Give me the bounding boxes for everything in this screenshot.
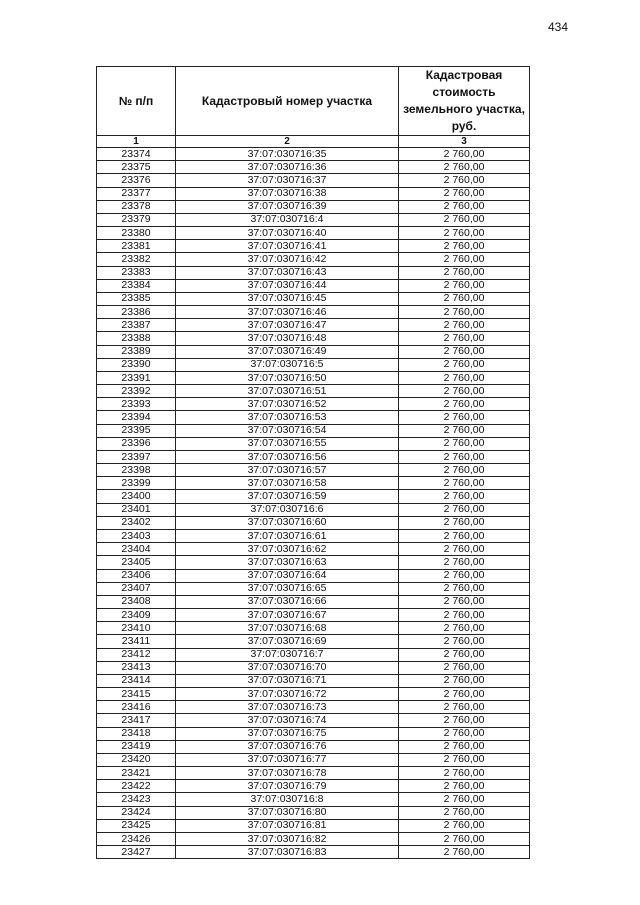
cadastral-value-cell: 2 760,00: [399, 516, 530, 529]
cadastral-number-cell: 37:07:030716:59: [176, 490, 399, 503]
row-number-cell: 23377: [97, 187, 176, 200]
row-number-cell: 23406: [97, 569, 176, 582]
table-row: [97, 727, 530, 740]
cadastral-number-cell: 37:07:030716:54: [176, 424, 399, 437]
cadastral-value-cell: 2 760,00: [399, 569, 530, 582]
row-number-cell: 23390: [97, 358, 176, 371]
cadastral-value-cell: 2 760,00: [399, 240, 530, 253]
row-number-cell: 23421: [97, 767, 176, 780]
row-number-cell: 23404: [97, 543, 176, 556]
cadastral-number-cell: 37:07:030716:64: [176, 569, 399, 582]
table-row: [97, 398, 530, 411]
table-row: [97, 674, 530, 687]
cadastral-number-cell: 37:07:030716:63: [176, 556, 399, 569]
cadastral-number-cell: 37:07:030716:43: [176, 266, 399, 279]
cadastral-value-cell: 2 760,00: [399, 411, 530, 424]
cadastral-value-cell: 2 760,00: [399, 806, 530, 819]
table-row: [97, 345, 530, 358]
cadastral-value-cell: 2 760,00: [399, 635, 530, 648]
cadastral-number-cell: 37:07:030716:56: [176, 450, 399, 463]
cadastral-number-cell: 37:07:030716:39: [176, 200, 399, 213]
row-number-cell: 23424: [97, 806, 176, 819]
header-cadastral-value: Кадастровая стоимость земельного участка, руб.: [399, 67, 530, 136]
row-number-cell: 23414: [97, 674, 176, 687]
table-row: [97, 635, 530, 648]
table-row: [97, 411, 530, 424]
cadastral-number-cell: 37:07:030716:53: [176, 411, 399, 424]
cadastral-number-cell: 37:07:030716:50: [176, 371, 399, 384]
cadastral-value-cell: 2 760,00: [399, 174, 530, 187]
cadastral-number-cell: 37:07:030716:66: [176, 595, 399, 608]
cadastral-value-cell: 2 760,00: [399, 819, 530, 832]
cadastral-value-cell: 2 760,00: [399, 661, 530, 674]
cadastre-table: [96, 66, 530, 859]
cadastral-value-cell: 2 760,00: [399, 543, 530, 556]
cadastral-number-cell: 37:07:030716:81: [176, 819, 399, 832]
table-row: [97, 279, 530, 292]
row-number-cell: 23401: [97, 503, 176, 516]
row-number-cell: 23376: [97, 174, 176, 187]
cadastral-value-cell: 2 760,00: [399, 674, 530, 687]
cadastral-value-cell: 2 760,00: [399, 437, 530, 450]
row-number-cell: 23416: [97, 701, 176, 714]
cadastral-value-cell: 2 760,00: [399, 200, 530, 213]
cadastral-number-cell: 37:07:030716:69: [176, 635, 399, 648]
table-row: [97, 477, 530, 490]
table-row: [97, 609, 530, 622]
cadastral-value-cell: 2 760,00: [399, 556, 530, 569]
row-number-cell: 23391: [97, 371, 176, 384]
cadastral-number-cell: 37:07:030716:52: [176, 398, 399, 411]
table-row: [97, 187, 530, 200]
cadastral-number-cell: 37:07:030716:40: [176, 227, 399, 240]
row-number-cell: 23412: [97, 648, 176, 661]
cadastral-number-cell: 37:07:030716:60: [176, 516, 399, 529]
table-row: [97, 292, 530, 305]
row-number-cell: 23418: [97, 727, 176, 740]
column-number: 3: [399, 136, 530, 148]
cadastral-value-cell: 2 760,00: [399, 727, 530, 740]
cadastral-number-cell: 37:07:030716:44: [176, 279, 399, 292]
row-number-cell: 23394: [97, 411, 176, 424]
cadastral-number-cell: 37:07:030716:72: [176, 688, 399, 701]
row-number-cell: 23423: [97, 793, 176, 806]
table-row: [97, 253, 530, 266]
column-number-row: [97, 136, 530, 148]
cadastral-value-cell: 2 760,00: [399, 358, 530, 371]
cadastral-number-cell: 37:07:030716:6: [176, 503, 399, 516]
row-number-cell: 23386: [97, 306, 176, 319]
row-number-cell: 23400: [97, 490, 176, 503]
table-row: [97, 543, 530, 556]
cadastral-number-cell: 37:07:030716:71: [176, 674, 399, 687]
cadastral-value-cell: 2 760,00: [399, 292, 530, 305]
table-row: [97, 227, 530, 240]
table-row: [97, 846, 530, 859]
table-row: [97, 437, 530, 450]
cadastral-value-cell: 2 760,00: [399, 279, 530, 292]
cadastral-number-cell: 37:07:030716:4: [176, 213, 399, 226]
cadastral-number-cell: 37:07:030716:41: [176, 240, 399, 253]
cadastral-value-cell: 2 760,00: [399, 832, 530, 845]
table-row: [97, 490, 530, 503]
table-row: [97, 780, 530, 793]
cadastral-value-cell: 2 760,00: [399, 450, 530, 463]
cadastral-value-cell: 2 760,00: [399, 688, 530, 701]
row-number-cell: 23398: [97, 464, 176, 477]
cadastral-number-cell: 37:07:030716:74: [176, 714, 399, 727]
row-number-cell: 23426: [97, 832, 176, 845]
cadastral-number-cell: 37:07:030716:46: [176, 306, 399, 319]
row-number-cell: 23395: [97, 424, 176, 437]
table-row: [97, 819, 530, 832]
row-number-cell: 23410: [97, 622, 176, 635]
column-number: 2: [176, 136, 399, 148]
table-row: [97, 740, 530, 753]
cadastral-value-cell: 2 760,00: [399, 753, 530, 766]
cadastral-number-cell: 37:07:030716:57: [176, 464, 399, 477]
table-row: [97, 661, 530, 674]
cadastral-value-cell: 2 760,00: [399, 424, 530, 437]
cadastral-number-cell: 37:07:030716:61: [176, 529, 399, 542]
table-row: [97, 806, 530, 819]
table-row: [97, 516, 530, 529]
cadastral-value-cell: 2 760,00: [399, 148, 530, 161]
row-number-cell: 23417: [97, 714, 176, 727]
cadastral-value-cell: 2 760,00: [399, 846, 530, 859]
table-row: [97, 148, 530, 161]
table-row: [97, 161, 530, 174]
row-number-cell: 23399: [97, 477, 176, 490]
cadastral-value-cell: 2 760,00: [399, 582, 530, 595]
cadastral-value-cell: 2 760,00: [399, 780, 530, 793]
cadastral-number-cell: 37:07:030716:36: [176, 161, 399, 174]
row-number-cell: 23419: [97, 740, 176, 753]
row-number-cell: 23389: [97, 345, 176, 358]
row-number-cell: 23388: [97, 332, 176, 345]
row-number-cell: 23382: [97, 253, 176, 266]
cadastral-value-cell: 2 760,00: [399, 385, 530, 398]
row-number-cell: 23420: [97, 753, 176, 766]
cadastral-value-cell: 2 760,00: [399, 477, 530, 490]
cadastral-number-cell: 37:07:030716:47: [176, 319, 399, 332]
cadastral-value-cell: 2 760,00: [399, 622, 530, 635]
row-number-cell: 23379: [97, 213, 176, 226]
row-number-cell: 23380: [97, 227, 176, 240]
table-row: [97, 240, 530, 253]
cadastral-number-cell: 37:07:030716:80: [176, 806, 399, 819]
row-number-cell: 23408: [97, 595, 176, 608]
cadastral-value-cell: 2 760,00: [399, 464, 530, 477]
header-row: [97, 67, 530, 136]
table-row: [97, 213, 530, 226]
table-row: [97, 767, 530, 780]
cadastral-number-cell: 37:07:030716:7: [176, 648, 399, 661]
row-number-cell: 23405: [97, 556, 176, 569]
cadastral-number-cell: 37:07:030716:75: [176, 727, 399, 740]
table-row: [97, 753, 530, 766]
cadastral-value-cell: 2 760,00: [399, 306, 530, 319]
row-number-cell: 23383: [97, 266, 176, 279]
cadastral-number-cell: 37:07:030716:48: [176, 332, 399, 345]
table-row: [97, 503, 530, 516]
cadastral-number-cell: 37:07:030716:77: [176, 753, 399, 766]
cadastral-value-cell: 2 760,00: [399, 490, 530, 503]
cadastral-value-cell: 2 760,00: [399, 319, 530, 332]
table-row: [97, 306, 530, 319]
cadastral-number-cell: 37:07:030716:76: [176, 740, 399, 753]
table-row: [97, 529, 530, 542]
cadastral-value-cell: 2 760,00: [399, 371, 530, 384]
cadastral-number-cell: 37:07:030716:68: [176, 622, 399, 635]
table-row: [97, 622, 530, 635]
cadastral-number-cell: 37:07:030716:37: [176, 174, 399, 187]
table-row: [97, 319, 530, 332]
table-row: [97, 595, 530, 608]
cadastral-value-cell: 2 760,00: [399, 161, 530, 174]
cadastral-number-cell: 37:07:030716:49: [176, 345, 399, 358]
cadastral-value-cell: 2 760,00: [399, 767, 530, 780]
cadastral-value-cell: 2 760,00: [399, 345, 530, 358]
cadastral-number-cell: 37:07:030716:35: [176, 148, 399, 161]
row-number-cell: 23422: [97, 780, 176, 793]
table-row: [97, 714, 530, 727]
cadastral-value-cell: 2 760,00: [399, 793, 530, 806]
row-number-cell: 23375: [97, 161, 176, 174]
cadastral-number-cell: 37:07:030716:73: [176, 701, 399, 714]
table-row: [97, 266, 530, 279]
cadastral-number-cell: 37:07:030716:83: [176, 846, 399, 859]
cadastral-value-cell: 2 760,00: [399, 701, 530, 714]
table-row: [97, 832, 530, 845]
row-number-cell: 23396: [97, 437, 176, 450]
row-number-cell: 23402: [97, 516, 176, 529]
cadastral-number-cell: 37:07:030716:70: [176, 661, 399, 674]
cadastral-number-cell: 37:07:030716:82: [176, 832, 399, 845]
table-row: [97, 464, 530, 477]
cadastral-value-cell: 2 760,00: [399, 253, 530, 266]
row-number-cell: 23385: [97, 292, 176, 305]
table-row: [97, 450, 530, 463]
cadastral-number-cell: 37:07:030716:58: [176, 477, 399, 490]
row-number-cell: 23411: [97, 635, 176, 648]
table-row: [97, 688, 530, 701]
table-row: [97, 569, 530, 582]
row-number-cell: 23415: [97, 688, 176, 701]
cadastral-value-cell: 2 760,00: [399, 266, 530, 279]
cadastral-number-cell: 37:07:030716:79: [176, 780, 399, 793]
cadastral-value-cell: 2 760,00: [399, 609, 530, 622]
row-number-cell: 23427: [97, 846, 176, 859]
cadastral-number-cell: 37:07:030716:65: [176, 582, 399, 595]
row-number-cell: 23425: [97, 819, 176, 832]
cadastral-value-cell: 2 760,00: [399, 740, 530, 753]
row-number-cell: 23387: [97, 319, 176, 332]
table-row: [97, 582, 530, 595]
table-row: [97, 701, 530, 714]
table-row: [97, 174, 530, 187]
row-number-cell: 23384: [97, 279, 176, 292]
cadastral-number-cell: 37:07:030716:78: [176, 767, 399, 780]
header-cadastral-number: Кадастровый номер участка: [176, 67, 399, 136]
row-number-cell: 23403: [97, 529, 176, 542]
cadastral-value-cell: 2 760,00: [399, 332, 530, 345]
table-row: [97, 332, 530, 345]
cadastral-number-cell: 37:07:030716:51: [176, 385, 399, 398]
cadastral-number-cell: 37:07:030716:8: [176, 793, 399, 806]
page-number: 434: [548, 20, 569, 34]
row-number-cell: 23413: [97, 661, 176, 674]
row-number-cell: 23407: [97, 582, 176, 595]
row-number-cell: 23378: [97, 200, 176, 213]
cadastral-value-cell: 2 760,00: [399, 595, 530, 608]
row-number-cell: 23393: [97, 398, 176, 411]
row-number-cell: 23409: [97, 609, 176, 622]
table-body: [97, 148, 530, 859]
cadastral-value-cell: 2 760,00: [399, 213, 530, 226]
table-row: [97, 793, 530, 806]
cadastral-value-cell: 2 760,00: [399, 648, 530, 661]
cadastral-value-cell: 2 760,00: [399, 714, 530, 727]
table-row: [97, 556, 530, 569]
cadastral-value-cell: 2 760,00: [399, 187, 530, 200]
cadastral-value-cell: 2 760,00: [399, 398, 530, 411]
cadastral-value-cell: 2 760,00: [399, 529, 530, 542]
row-number-cell: 23374: [97, 148, 176, 161]
table-row: [97, 200, 530, 213]
table-row: [97, 358, 530, 371]
cadastral-number-cell: 37:07:030716:62: [176, 543, 399, 556]
header-row-number: № п/п: [97, 67, 176, 136]
table-header: [97, 67, 530, 148]
cadastral-number-cell: 37:07:030716:55: [176, 437, 399, 450]
cadastral-value-cell: 2 760,00: [399, 227, 530, 240]
cadastral-number-cell: 37:07:030716:5: [176, 358, 399, 371]
column-number: 1: [97, 136, 176, 148]
row-number-cell: 23392: [97, 385, 176, 398]
cadastral-number-cell: 37:07:030716:45: [176, 292, 399, 305]
row-number-cell: 23381: [97, 240, 176, 253]
row-number-cell: 23397: [97, 450, 176, 463]
cadastral-number-cell: 37:07:030716:38: [176, 187, 399, 200]
table-row: [97, 424, 530, 437]
cadastral-number-cell: 37:07:030716:42: [176, 253, 399, 266]
cadastral-number-cell: 37:07:030716:67: [176, 609, 399, 622]
table-row: [97, 371, 530, 384]
table-row: [97, 385, 530, 398]
table-row: [97, 648, 530, 661]
cadastral-value-cell: 2 760,00: [399, 503, 530, 516]
